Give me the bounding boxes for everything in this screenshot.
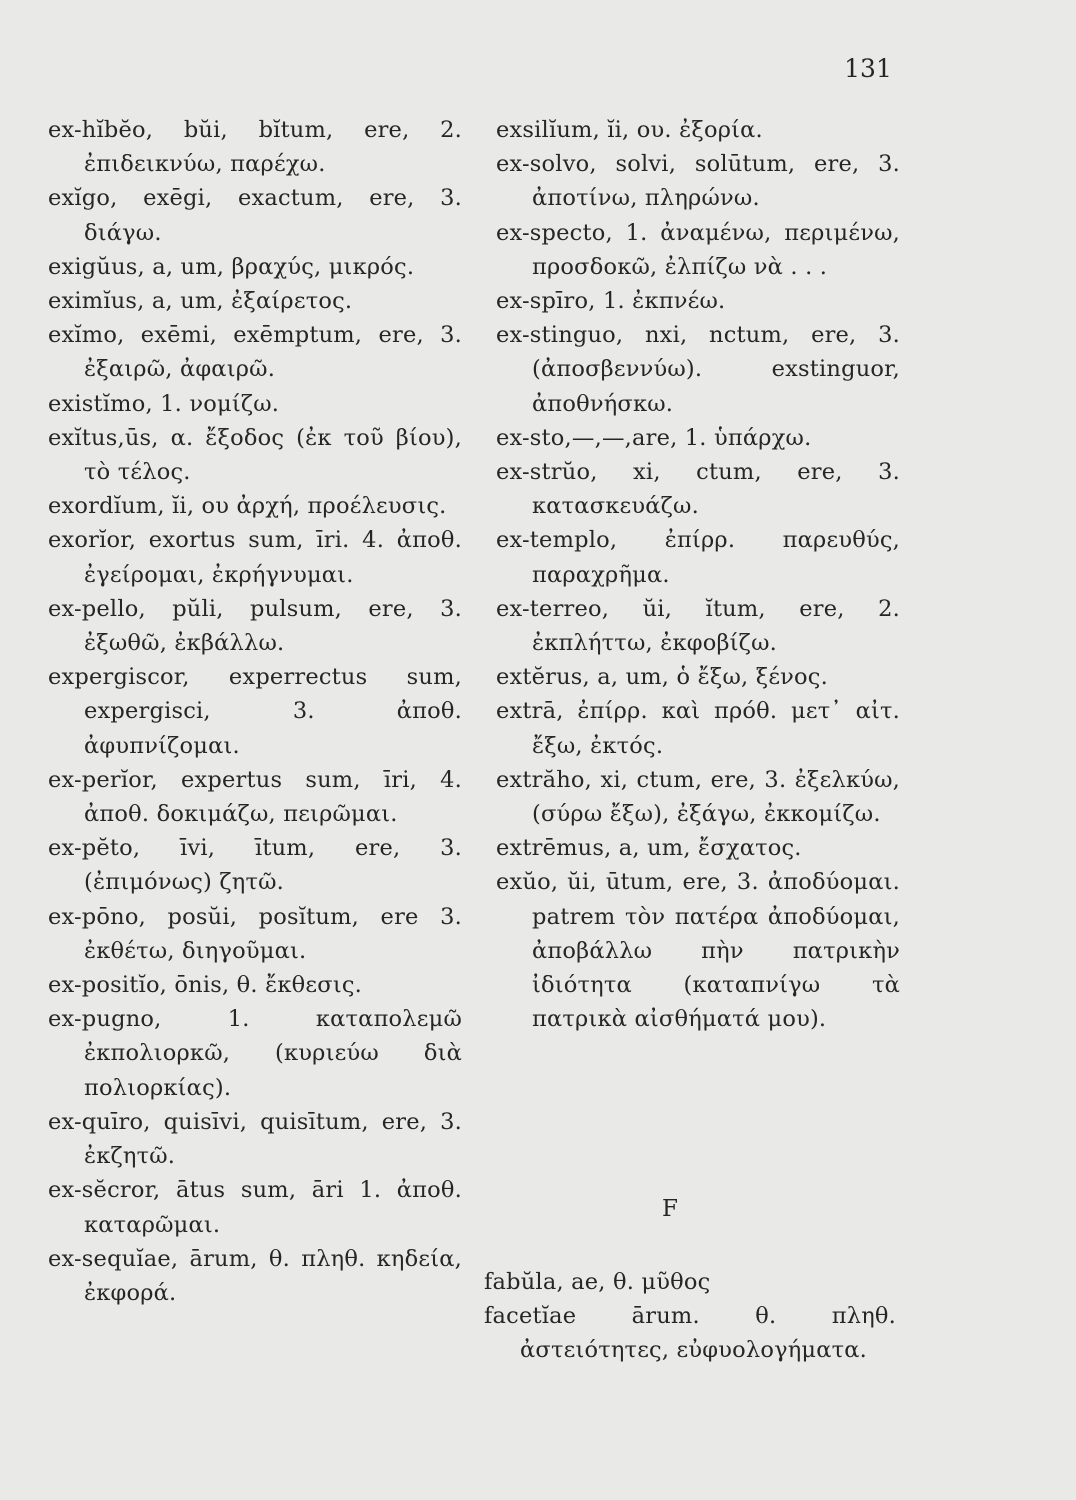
dictionary-entry: eximĭus, a, um, ἐξαίρετος.	[48, 288, 353, 315]
dictionary-entry: ex-stinguo, nxi, nctum, ere, 3. (ἀποσβεννύω). exstinguor, ἀποθνήσκω.	[496, 322, 900, 417]
dictionary-entry: extrēmus, a, um, ἔσχατος.	[496, 835, 802, 862]
dictionary-entry: ex-sĕcror, ātus sum, āri 1. ἀποθ. καταρῶμαι.	[48, 1177, 462, 1238]
dictionary-entry: ex-pello, pŭli, pulsum, ere, 3. ἐξωθῶ, ἐκβάλλω.	[48, 595, 462, 657]
dictionary-entry: ex-pōno, posŭi, posĭtum, ere 3. ἐκθέτω, διηγοῦμαι.	[48, 903, 462, 964]
dictionary-entry: exĭtus,ūs, α. ἔξοδος (ἐκ τοῦ βίου), τὸ τέλος.	[48, 424, 462, 486]
dictionary-entry: ex-strŭo, xi, ctum, ere, 3. κατασκευάζω.	[496, 459, 900, 520]
dictionary-entry: exorĭor, exortus sum, īri. 4. ἀποθ. ἐγείρομαι, ἐκρήγνυμαι.	[48, 527, 462, 588]
section-f-entries	[484, 1265, 896, 1368]
dictionary-entry: ex-quīro, quisīvi, quisītum, ere, 3. ἐκζητῶ.	[48, 1108, 462, 1170]
dictionary-entry: ex-terreo, ŭi, ĭtum, ere, 2. ἐκπλήττω, ἐκφοβίζω.	[496, 595, 900, 657]
dictionary-entry: ex-sequĭae, ārum, θ. πληθ. κηδεία, ἐκφορά.	[48, 1245, 462, 1306]
section-letter-heading: F	[662, 1196, 678, 1222]
dictionary-entry: ex-sto,—,—,are, 1. ὑπάρχω.	[496, 424, 812, 451]
dictionary-entry: exordĭum, ĭi, ου ἀρχή, προέλευσις.	[48, 493, 447, 520]
dictionary-entry: fabŭla, ae, θ. μῦθος	[484, 1269, 711, 1295]
dictionary-entry: extrăho, xi, ctum, ere, 3. ἐξελκύω, (σύρω ἔξω), ἐξάγω, ἐκκομίζω.	[496, 766, 900, 828]
dictionary-entry: ex-hĭbĕo, bŭi, bĭtum, ere, 2. ἐπιδεικνύω, παρέχω.	[48, 117, 462, 178]
left-column	[48, 113, 462, 1310]
dictionary-entry: ex-pugno, 1. καταπολεμῶ ἐκπολιορκῶ, (κυριεύω διὰ πολιορκίας).	[48, 1006, 462, 1101]
dictionary-entry: exĭmo, exēmi, exēmptum, ere, 3. ἐξαιρῶ, ἀφαιρῶ.	[48, 322, 462, 383]
dictionary-entry: ex-perĭor, expertus sum, īri, 4. ἀποθ. δοκιμάζω, πειρῶμαι.	[48, 766, 462, 828]
dictionary-entry: exsilĭum, ĭi, ου. ἐξορία.	[496, 117, 763, 143]
dictionary-entry: exĭgo, exēgi, exactum, ere, 3. διάγω.	[48, 185, 462, 246]
dictionary-entry: ex-spīro, 1. ἐκπνέω.	[496, 288, 726, 315]
dictionary-entry: ex-pĕto, īvi, ītum, ere, 3. (ἐπιμόνως) ζητῶ.	[48, 835, 462, 896]
dictionary-entry: extrā, ἐπίρρ. καὶ πρόθ. μετ᾽ αἰτ. ἔξω, ἐκτός.	[496, 698, 900, 759]
dictionary-entry: existĭmo, 1. νομίζω.	[48, 390, 280, 417]
dictionary-entry: facetĭae ārum. θ. πληθ. ἀστειότητες, εὐφυολογήματα.	[484, 1303, 896, 1364]
right-column	[496, 113, 900, 1036]
dictionary-entry: extĕrus, a, um, ὁ ἔξω, ξένος.	[496, 664, 828, 691]
page-number: 131	[844, 54, 892, 83]
dictionary-entry: ex-specto, 1. ἀναμένω, περιμένω, προσδοκῶ, ἐλπίζω νὰ . . .	[496, 219, 900, 280]
dictionary-entry: ex-templo, ἐπίρρ. παρευθύς, παραχρῆμα.	[496, 527, 900, 588]
dictionary-entry: ex-solvo, solvi, solūtum, ere, 3. ἀποτίνω, πληρώνω.	[496, 151, 900, 212]
dictionary-entry: expergiscor, experrectus sum, expergisci, 3. ἀποθ. ἀφυπνίζομαι.	[48, 664, 462, 759]
dictionary-entry: ex-positĭo, ōnis, θ. ἔκθεσις.	[48, 972, 362, 999]
dictionary-entry: exigŭus, a, um, βραχύς, μικρός.	[48, 253, 415, 280]
dictionary-entry: exŭo, ŭi, ūtum, ere, 3. ἀποδύομαι. patrem τὸν πατέρα ἀποδύομαι, ἀποβάλλω πὴν πατρικὴν ἰδιότητα (καταπνίγω τὰ πατρικὰ αἰσθήματά μου).	[496, 869, 900, 1033]
